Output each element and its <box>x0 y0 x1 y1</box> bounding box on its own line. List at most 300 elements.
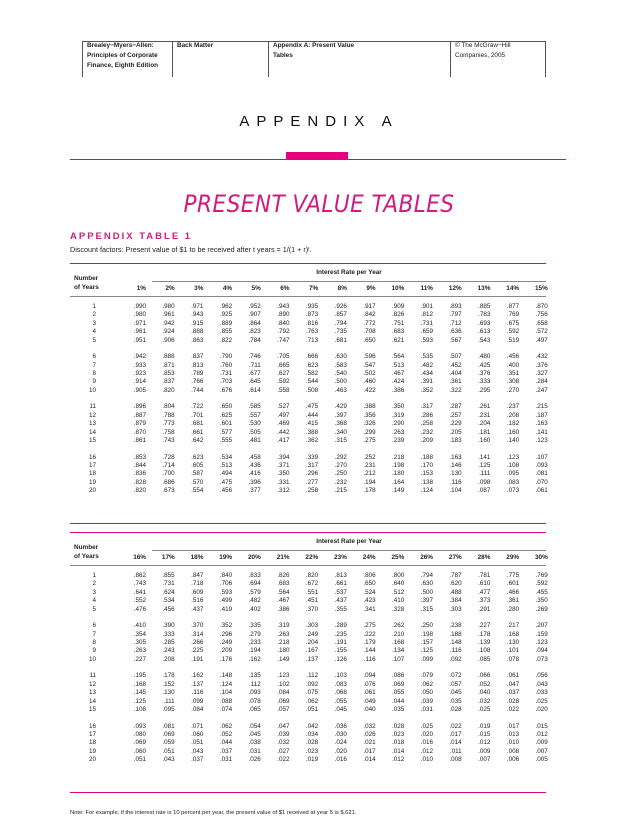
factor-cell: .952 <box>248 303 261 310</box>
table-row <box>70 320 546 328</box>
factor-cell: .925 <box>219 311 233 319</box>
factor-cell: .051 <box>133 756 146 764</box>
factor-cell: .263 <box>392 428 405 436</box>
factor-cell: .820 <box>162 386 175 394</box>
factor-cell: .661 <box>191 428 204 436</box>
rate-header: 2% <box>165 285 175 292</box>
factor-cell: .317 <box>305 462 319 469</box>
factor-cell: .052 <box>219 731 233 738</box>
factor-cell: .735 <box>334 328 347 336</box>
factor-cell: .861 <box>133 437 146 444</box>
table-row <box>70 303 546 311</box>
factor-cell: .014 <box>363 756 376 764</box>
rate-header: 10% <box>391 285 405 292</box>
factor-cell: .577 <box>219 428 233 436</box>
factor-cell: .155 <box>334 647 347 655</box>
factor-cell: .038 <box>248 739 261 747</box>
factor-cell: .262 <box>392 622 405 630</box>
factor-cell: .099 <box>191 697 204 705</box>
factor-cell: .017 <box>449 731 462 738</box>
factor-cell: .890 <box>277 311 290 319</box>
rate-header: 4% <box>222 285 233 292</box>
factor-cell: .107 <box>535 453 548 461</box>
factor-cell: .722 <box>191 403 204 411</box>
factor-cell: .102 <box>277 680 290 688</box>
factor-cell: .537 <box>334 588 347 596</box>
year-cell: 17 <box>88 731 96 738</box>
factor-cell: .168 <box>133 680 146 688</box>
factor-cell: .676 <box>219 386 233 394</box>
factor-cell: .287 <box>449 403 462 411</box>
factor-cell: .417 <box>277 437 290 444</box>
factor-cell: .641 <box>133 588 146 596</box>
rate-header: 19% <box>219 554 233 561</box>
factor-cell: .837 <box>162 378 175 386</box>
factor-cell: .069 <box>133 739 146 747</box>
year-cell: 18 <box>88 739 96 747</box>
factor-cell: .054 <box>248 722 261 730</box>
group-header: Interest Rate per Year <box>316 538 382 545</box>
factor-cell: .410 <box>133 622 146 630</box>
factor-cell: .025 <box>478 706 491 713</box>
factor-cell: .436 <box>248 462 261 469</box>
factor-cell: .149 <box>277 655 290 663</box>
factor-cell: .339 <box>305 453 319 461</box>
factor-cell: .008 <box>449 756 462 764</box>
factor-cell: .208 <box>506 411 520 419</box>
factor-cell: .888 <box>191 328 204 336</box>
factor-cell: .045 <box>449 689 462 697</box>
factor-cell: .157 <box>420 639 433 646</box>
factor-cell: .308 <box>506 378 520 386</box>
factor-cell: .564 <box>392 353 405 361</box>
factor-cell: .384 <box>449 597 462 605</box>
factor-cell: .270 <box>506 386 520 394</box>
factor-cell: .351 <box>506 370 520 377</box>
factor-cell: .371 <box>277 462 290 469</box>
factor-cell: .935 <box>305 303 319 310</box>
factor-cell: .790 <box>219 353 233 361</box>
factor-cell: .352 <box>219 622 233 630</box>
table-row <box>70 748 546 756</box>
factor-cell: .162 <box>191 672 204 680</box>
factor-cell: .800 <box>392 572 405 579</box>
table-row <box>70 572 546 580</box>
factor-cell: .712 <box>449 319 462 327</box>
factor-cell: .516 <box>191 597 204 605</box>
factor-cell: .482 <box>248 597 261 605</box>
factor-cell: .195 <box>133 672 146 680</box>
factor-cell: .049 <box>363 697 376 705</box>
factor-cell: .788 <box>162 411 175 419</box>
factor-cell: .028 <box>506 697 520 705</box>
factor-cell: .160 <box>506 428 520 436</box>
factor-cell: .021 <box>363 739 376 747</box>
factor-cell: .015 <box>535 722 548 730</box>
table-row <box>70 337 546 345</box>
year-cell: 16 <box>88 722 96 730</box>
rate-header: 15% <box>535 285 548 292</box>
factor-cell: .540 <box>334 370 347 377</box>
factor-cell: .587 <box>191 470 204 478</box>
factor-cell: .627 <box>277 370 290 377</box>
factor-cell: .794 <box>420 572 433 579</box>
stub-header: Number of Years <box>74 275 99 291</box>
factor-cell: .170 <box>420 462 433 469</box>
factor-cell: .319 <box>277 622 290 630</box>
factor-cell: .331 <box>277 478 290 486</box>
factor-cell: .444 <box>305 411 319 419</box>
rate-header: 26% <box>420 554 433 561</box>
factor-cell: .247 <box>535 386 548 394</box>
factor-cell: .390 <box>162 622 175 630</box>
factor-cell: .681 <box>334 336 347 344</box>
table-row <box>70 631 546 639</box>
table-row <box>70 429 546 437</box>
factor-cell: .593 <box>219 588 233 596</box>
factor-cell: .864 <box>248 319 261 327</box>
factor-cell: .083 <box>506 478 520 486</box>
factor-cell: .204 <box>305 639 319 646</box>
factor-cell: .572 <box>535 328 548 336</box>
year-cell: 1 <box>92 572 96 579</box>
factor-cell: .327 <box>535 370 548 377</box>
factor-cell: .624 <box>162 588 175 596</box>
factor-cell: .290 <box>392 420 405 428</box>
page-title: PRESENT VALUE TABLES <box>183 190 455 218</box>
factor-cell: .906 <box>162 336 175 344</box>
accent-bar <box>286 152 348 159</box>
factor-cell: .980 <box>162 303 175 310</box>
factor-cell: .642 <box>191 437 204 444</box>
factor-cell: .022 <box>449 722 462 730</box>
factor-cell: .014 <box>392 747 405 755</box>
factor-cell: .840 <box>219 572 233 579</box>
factor-cell: .093 <box>248 689 261 697</box>
factor-cell: .901 <box>420 303 433 310</box>
factor-cell: .257 <box>449 411 462 419</box>
factor-cell: .386 <box>277 605 290 613</box>
factor-cell: .017 <box>506 722 520 730</box>
factor-cell: .176 <box>219 655 233 663</box>
year-cell: 4 <box>92 328 96 336</box>
factor-cell: .544 <box>305 378 319 386</box>
factor-cell: .168 <box>506 630 520 638</box>
table-row <box>70 597 546 605</box>
year-cell: 3 <box>92 588 96 596</box>
table-row <box>70 681 546 689</box>
factor-cell: .746 <box>248 353 261 361</box>
factor-cell: .305 <box>133 639 146 646</box>
factor-cell: .863 <box>191 336 204 344</box>
factor-cell: .066 <box>478 672 491 680</box>
factor-cell: .400 <box>506 361 520 369</box>
factor-cell: .108 <box>506 462 520 469</box>
year-cell: 1 <box>92 303 96 310</box>
factor-cell: .350 <box>535 597 548 605</box>
factor-cell: .499 <box>219 597 233 605</box>
factor-cell: .585 <box>248 403 261 411</box>
factor-cell: .766 <box>191 378 204 386</box>
factor-cell: .263 <box>277 630 290 638</box>
rate-header: 1% <box>136 285 146 292</box>
factor-cell: .813 <box>191 361 204 369</box>
header-copyright: © The McGraw−Hill Companies, 2005 <box>450 41 546 77</box>
factor-cell: .870 <box>133 428 146 436</box>
running-header <box>82 41 546 77</box>
factor-cell: .061 <box>506 672 520 680</box>
factor-cell: .018 <box>392 739 405 747</box>
table-row <box>70 706 546 714</box>
factor-cell: .025 <box>535 697 548 705</box>
factor-cell: .862 <box>133 572 146 579</box>
factor-cell: .022 <box>506 706 520 713</box>
rate-header: 24% <box>362 554 376 561</box>
year-cell: 2 <box>92 580 96 588</box>
rate-header: 30% <box>535 554 548 561</box>
factor-cell: .650 <box>219 403 233 411</box>
factor-cell: .069 <box>162 731 175 738</box>
table-row <box>70 689 546 697</box>
factor-cell: .095 <box>506 470 520 478</box>
year-cell: 15 <box>88 437 96 444</box>
factor-cell: .037 <box>219 747 233 755</box>
factor-cell: .040 <box>478 689 491 697</box>
factor-cell: .756 <box>535 311 548 319</box>
year-cell: 14 <box>88 697 96 705</box>
factor-cell: .061 <box>535 487 548 495</box>
year-cell: 11 <box>89 672 96 680</box>
factor-cell: .188 <box>420 453 433 461</box>
factor-cell: .823 <box>248 328 261 336</box>
factor-cell: .926 <box>334 303 347 310</box>
factor-cell: .269 <box>535 605 548 613</box>
factor-cell: .042 <box>305 722 319 730</box>
factor-cell: .340 <box>334 428 347 436</box>
header-book: Brealey−Myers−Allen: Principles of Corporate Finance, Eighth Edition <box>82 41 172 77</box>
factor-cell: .924 <box>162 328 175 336</box>
factor-cell: .178 <box>162 672 175 680</box>
factor-cell: .051 <box>162 747 175 755</box>
factor-cell: .225 <box>191 647 204 655</box>
factor-cell: .258 <box>420 420 433 428</box>
factor-cell: .434 <box>420 370 433 377</box>
factor-cell: .530 <box>248 420 261 428</box>
factor-cell: .108 <box>478 647 491 655</box>
table-row <box>70 403 546 411</box>
factor-cell: .557 <box>248 411 261 419</box>
factor-cell: .303 <box>449 605 462 613</box>
rate-headers <box>70 554 546 563</box>
table-row <box>70 420 546 428</box>
year-cell: 7 <box>92 361 96 369</box>
factor-cell: .181 <box>478 428 491 436</box>
factor-cell: .466 <box>506 588 520 596</box>
factor-cell: .233 <box>248 639 261 646</box>
factor-cell: .376 <box>478 370 491 377</box>
factor-cell: .500 <box>420 588 433 596</box>
factor-cell: .069 <box>392 680 405 688</box>
factor-cell: .123 <box>535 437 548 444</box>
factor-cell: .847 <box>191 572 204 579</box>
factor-cell: .204 <box>478 420 491 428</box>
factor-cell: .933 <box>133 361 146 369</box>
factor-cell: .182 <box>506 420 520 428</box>
factor-cell: .153 <box>420 470 433 478</box>
factor-cell: .731 <box>420 319 433 327</box>
factor-cell: .480 <box>478 353 491 361</box>
factor-cell: .087 <box>478 487 491 495</box>
factor-cell: .239 <box>392 437 405 444</box>
factor-cell: .570 <box>191 478 204 486</box>
factor-cell: .024 <box>334 739 347 747</box>
factor-cell: .194 <box>248 647 261 655</box>
rate-header: 28% <box>477 554 491 561</box>
factor-cell: .772 <box>363 319 376 327</box>
year-cell: 19 <box>88 747 96 755</box>
factor-cell: .452 <box>449 361 462 369</box>
factor-cell: .069 <box>277 697 290 705</box>
factor-cell: .280 <box>506 605 520 613</box>
factor-cell: .350 <box>392 403 405 411</box>
factor-cell: .396 <box>248 478 261 486</box>
factor-cell: .263 <box>133 647 146 655</box>
year-cell: 2 <box>92 311 96 319</box>
factor-cell: .194 <box>363 478 376 486</box>
factor-cell: .160 <box>478 437 491 444</box>
table-row <box>70 462 546 470</box>
factor-cell: .837 <box>191 353 204 361</box>
factor-cell: .388 <box>305 428 319 436</box>
factor-cell: .215 <box>535 403 548 411</box>
factor-cell: .744 <box>191 386 204 394</box>
factor-cell: .303 <box>305 622 319 630</box>
factor-cell: .062 <box>219 722 233 730</box>
factor-cell: .743 <box>162 437 175 444</box>
factor-cell: .534 <box>219 453 233 461</box>
rate-headers <box>70 285 546 294</box>
factor-cell: .249 <box>219 639 233 646</box>
factor-cell: .567 <box>449 336 462 344</box>
factor-cell: .917 <box>363 303 376 310</box>
factor-cell: .694 <box>248 580 261 588</box>
factor-cell: .706 <box>219 580 233 588</box>
factor-cell: .093 <box>535 462 548 469</box>
factor-cell: .896 <box>133 403 146 411</box>
table-row <box>70 387 546 395</box>
factor-cell: .047 <box>506 680 520 688</box>
year-cell: 13 <box>88 689 96 697</box>
factor-cell: .016 <box>334 756 347 764</box>
factor-cell: .059 <box>162 739 175 747</box>
table-body <box>70 566 546 792</box>
table-note: Note: For example, if the interest rate is 10 percent per year, the present value of $1 received at year 5 is $.621. <box>70 810 357 816</box>
factor-cell: .098 <box>478 478 491 486</box>
factor-cell: .227 <box>478 622 491 630</box>
factor-cell: .140 <box>506 437 520 444</box>
factor-cell: .455 <box>535 588 548 596</box>
factor-cell: .285 <box>162 639 175 646</box>
factor-cell: .592 <box>535 580 548 588</box>
table-label: APPENDIX TABLE 1 <box>70 231 193 242</box>
factor-cell: .168 <box>392 639 405 646</box>
factor-cell: .758 <box>162 428 175 436</box>
factor-cell: .787 <box>449 572 462 579</box>
factor-cell: .229 <box>449 420 462 428</box>
factor-cell: .006 <box>506 756 520 764</box>
factor-cell: .284 <box>535 378 548 386</box>
factor-cell: .010 <box>506 739 520 747</box>
factor-cell: .677 <box>248 370 261 377</box>
factor-cell: .045 <box>334 706 347 713</box>
factor-cell: .012 <box>392 756 405 764</box>
factor-cell: .291 <box>478 605 491 613</box>
factor-cell: .039 <box>277 731 290 738</box>
table-row <box>70 739 546 747</box>
factor-cell: .016 <box>420 739 433 747</box>
factor-cell: .593 <box>420 336 433 344</box>
factor-cell: .099 <box>420 655 433 663</box>
factor-cell: .296 <box>219 630 233 638</box>
factor-cell: .215 <box>334 487 347 495</box>
factor-cell: .425 <box>478 361 491 369</box>
factor-cell: .034 <box>305 731 319 738</box>
factor-cell: .341 <box>363 605 376 613</box>
factor-cell: .073 <box>535 655 548 663</box>
factor-cell: .149 <box>392 487 405 495</box>
factor-cell: .833 <box>248 572 261 579</box>
factor-cell: .792 <box>277 328 290 336</box>
factor-cell: .467 <box>277 597 290 605</box>
factor-cell: .057 <box>449 680 462 688</box>
factor-cell: .547 <box>363 361 376 369</box>
factor-cell: .022 <box>277 756 290 764</box>
factor-cell: .249 <box>305 630 319 638</box>
year-cell: 13 <box>88 420 96 428</box>
factor-cell: .086 <box>392 672 405 680</box>
factor-cell: .853 <box>162 370 175 377</box>
factor-cell: .231 <box>478 411 491 419</box>
factor-cell: .093 <box>133 722 146 730</box>
year-cell: 15 <box>88 706 96 713</box>
factor-cell: .630 <box>334 353 347 361</box>
factor-cell: .198 <box>392 462 405 469</box>
factor-cell: .513 <box>392 361 405 369</box>
rate-header: 3% <box>194 285 204 292</box>
factor-cell: .178 <box>478 630 491 638</box>
factor-cell: .299 <box>363 428 376 436</box>
table-row <box>70 454 546 462</box>
factor-cell: .111 <box>163 697 175 705</box>
factor-cell: .055 <box>334 697 347 705</box>
factor-cell: .020 <box>420 731 433 738</box>
rate-header: 12% <box>448 285 462 292</box>
stub-header: Number of Years <box>74 544 99 560</box>
factor-cell: .971 <box>133 319 146 327</box>
factor-cell: .469 <box>277 420 290 428</box>
factor-cell: .286 <box>420 411 433 419</box>
factor-cell: .232 <box>334 478 347 486</box>
factor-cell: .084 <box>191 706 204 713</box>
factor-cell: .080 <box>133 731 146 738</box>
factor-cell: .056 <box>535 672 548 680</box>
factor-cell: .112 <box>249 680 261 688</box>
header-chapter: Appendix A: Present Value Tables <box>268 41 450 77</box>
factor-cell: .728 <box>162 453 175 461</box>
year-cell: 5 <box>92 605 96 613</box>
rate-header: 23% <box>334 554 347 561</box>
factor-cell: .404 <box>449 370 462 377</box>
